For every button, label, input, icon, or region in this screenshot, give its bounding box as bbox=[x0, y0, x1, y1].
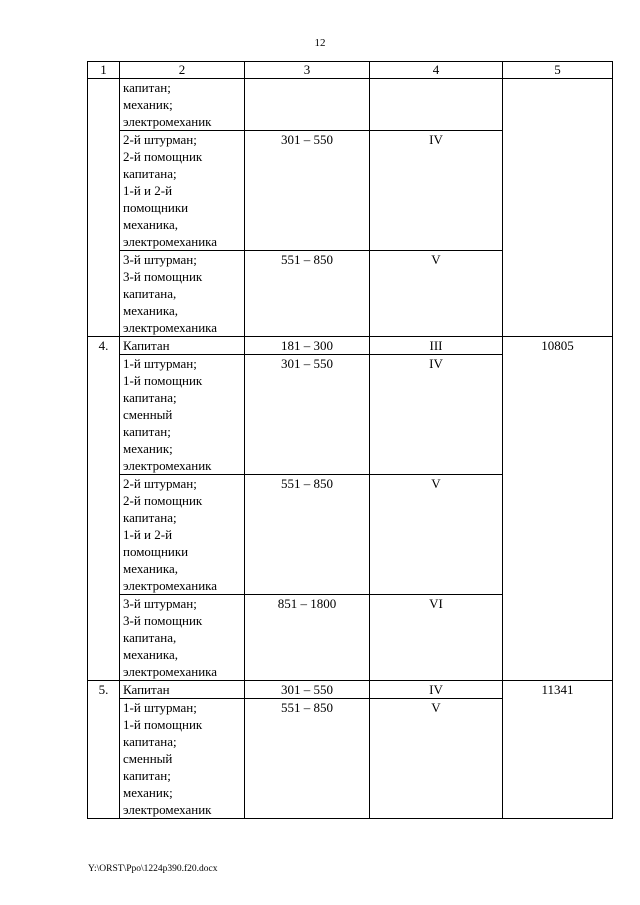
position-line: 1-й помощник bbox=[123, 717, 203, 732]
position-line: 1-й помощник bbox=[123, 373, 203, 388]
position-line: механика, bbox=[123, 647, 178, 662]
position-line: капитана; bbox=[123, 166, 177, 181]
position-line: Капитан bbox=[123, 338, 170, 353]
footer-file-path: Y:\ORST\Ppo\1224p390.f20.docx bbox=[88, 864, 218, 874]
position-line: капитана; bbox=[123, 734, 177, 749]
group-cell: IV bbox=[370, 131, 503, 251]
row-number-cell: 5. bbox=[88, 681, 120, 819]
group-cell: V bbox=[370, 475, 503, 595]
position-line: электромеханик bbox=[123, 458, 212, 473]
tonnage-range-cell: 301 – 550 bbox=[245, 355, 370, 475]
group-cell: VI bbox=[370, 595, 503, 681]
group-cell: IV bbox=[370, 681, 503, 699]
position-cell bbox=[120, 131, 245, 251]
position-line: электромеханика bbox=[123, 320, 218, 335]
position-line: 2-й штурман; bbox=[123, 132, 197, 147]
position-cell bbox=[120, 681, 245, 699]
position-line: капитана, bbox=[123, 630, 177, 645]
group-cell: III bbox=[370, 337, 503, 355]
position-cell bbox=[120, 595, 245, 681]
position-line: 2-й помощник bbox=[123, 493, 203, 508]
position-line: сменный bbox=[123, 407, 173, 422]
position-line: капитана; bbox=[123, 510, 177, 525]
group-cell: V bbox=[370, 251, 503, 337]
position-line: механика, bbox=[123, 561, 178, 576]
position-line: электромеханика bbox=[123, 234, 218, 249]
data-table bbox=[87, 61, 613, 819]
position-line: 3-й штурман; bbox=[123, 252, 197, 267]
position-line: 3-й штурман; bbox=[123, 596, 197, 611]
tonnage-range-cell: 301 – 550 bbox=[245, 131, 370, 251]
position-line: капитана; bbox=[123, 390, 177, 405]
position-line: капитана, bbox=[123, 286, 177, 301]
group-cell bbox=[370, 79, 503, 131]
position-line: помощники bbox=[123, 200, 189, 215]
table-header-row bbox=[88, 62, 613, 79]
position-line: Капитан bbox=[123, 682, 170, 697]
table-row bbox=[88, 79, 613, 131]
position-cell bbox=[120, 355, 245, 475]
position-cell bbox=[120, 79, 245, 131]
tonnage-range-cell: 181 – 300 bbox=[245, 337, 370, 355]
row-number-cell bbox=[88, 79, 120, 337]
page-number: 12 bbox=[314, 37, 326, 49]
tonnage-range-cell: 851 – 1800 bbox=[245, 595, 370, 681]
position-line: 2-й помощник bbox=[123, 149, 203, 164]
position-line: электромеханик bbox=[123, 114, 212, 129]
position-line: механик; bbox=[123, 97, 173, 112]
position-cell bbox=[120, 251, 245, 337]
column-header-1: 1 bbox=[88, 62, 120, 79]
tonnage-range-cell: 551 – 850 bbox=[245, 475, 370, 595]
group-cell: V bbox=[370, 699, 503, 819]
row-number-cell: 4. bbox=[88, 337, 120, 681]
position-line: 1-й штурман; bbox=[123, 700, 197, 715]
salary-cell: 11341 bbox=[503, 681, 613, 819]
group-cell: IV bbox=[370, 355, 503, 475]
position-line: 3-й помощник bbox=[123, 269, 203, 284]
salary-cell bbox=[503, 79, 613, 337]
position-line: электромеханика bbox=[123, 578, 218, 593]
tonnage-range-cell: 301 – 550 bbox=[245, 681, 370, 699]
position-cell bbox=[120, 699, 245, 819]
column-header-4: 4 bbox=[370, 62, 503, 79]
table-row bbox=[88, 337, 613, 355]
column-header-2: 2 bbox=[120, 62, 245, 79]
position-line: 2-й штурман; bbox=[123, 476, 197, 491]
position-line: капитан; bbox=[123, 80, 171, 95]
tonnage-range-cell bbox=[245, 79, 370, 131]
position-line: помощники bbox=[123, 544, 189, 559]
tonnage-range-cell: 551 – 850 bbox=[245, 699, 370, 819]
position-line: механик; bbox=[123, 785, 173, 800]
position-cell bbox=[120, 337, 245, 355]
salary-cell: 10805 bbox=[503, 337, 613, 681]
position-line: 1-й и 2-й bbox=[123, 183, 173, 198]
table-row bbox=[88, 681, 613, 699]
position-line: сменный bbox=[123, 751, 173, 766]
position-line: механик; bbox=[123, 441, 173, 456]
position-line: электромеханика bbox=[123, 664, 218, 679]
position-line: электромеханик bbox=[123, 802, 212, 817]
position-line: 1-й и 2-й bbox=[123, 527, 173, 542]
position-line: 1-й штурман; bbox=[123, 356, 197, 371]
tonnage-range-cell: 551 – 850 bbox=[245, 251, 370, 337]
column-header-3: 3 bbox=[245, 62, 370, 79]
position-line: механика, bbox=[123, 303, 178, 318]
position-cell bbox=[120, 475, 245, 595]
position-line: 3-й помощник bbox=[123, 613, 203, 628]
column-header-5: 5 bbox=[503, 62, 613, 79]
position-line: капитан; bbox=[123, 424, 171, 439]
position-line: капитан; bbox=[123, 768, 171, 783]
position-line: механика, bbox=[123, 217, 178, 232]
